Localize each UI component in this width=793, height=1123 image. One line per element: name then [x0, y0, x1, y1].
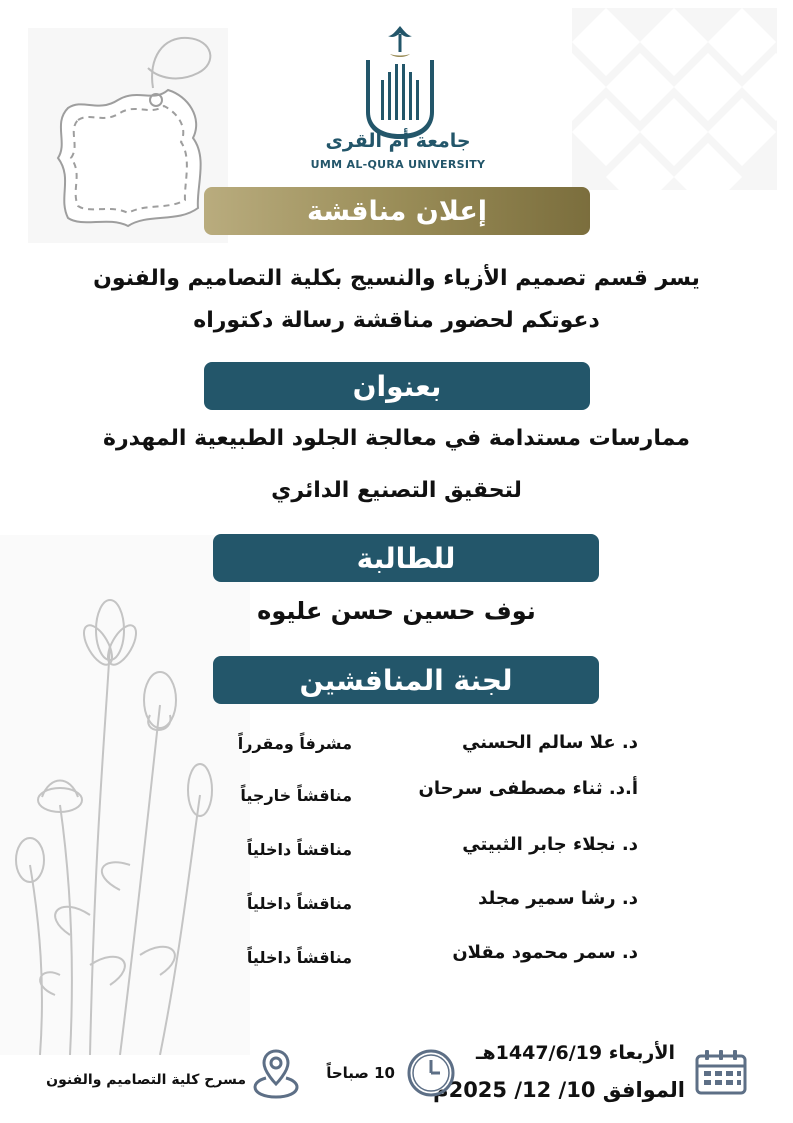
thesis-title-label-bar: [204, 362, 590, 410]
student-label-bar: [213, 534, 599, 582]
location-pin-icon: [252, 1048, 300, 1100]
committee-member-name: أ.د. ثناء مصطفى سرحان: [418, 778, 638, 799]
event-time: 10 صباحاً: [326, 1064, 395, 1082]
university-name-arabic: جامعة أم القرى: [325, 130, 471, 152]
announcement-title-bar: [204, 187, 590, 235]
committee-member-name: د. نجلاء جابر الثبيتي: [462, 834, 638, 855]
invitation-line-2: دعوتكم لحضور مناقشة رسالة دكتوراه: [193, 308, 600, 333]
event-location: مسرح كلية التصاميم والفنون: [46, 1072, 246, 1088]
calendar-icon: [694, 1048, 748, 1096]
announcement-title: إعلان مناقشة: [306, 195, 488, 227]
committee-label-bar: [213, 656, 599, 704]
committee-member-name: د. علا سالم الحسني: [462, 732, 638, 753]
thesis-title-line-2: لتحقيق التصنيع الدائري: [271, 478, 522, 503]
university-logo: [362, 20, 438, 140]
university-name-english: UMM AL-QURA UNIVERSITY: [310, 158, 486, 171]
committee-member-role: مناقشاً خارجياً: [240, 786, 352, 805]
committee-member-role: مناقشاً داخلياً: [246, 840, 352, 859]
committee-member-name: د. رشا سمير مجلد: [478, 888, 638, 909]
thesis-title-label: بعنوان: [352, 369, 442, 403]
student-label: للطالبة: [356, 541, 456, 575]
student-name: نوف حسين حسن عليوه: [257, 597, 536, 625]
date-hijri: الأربعاء 1447/6/19هـ: [475, 1042, 675, 1064]
committee-member-role: مناقشاً داخلياً: [246, 948, 352, 967]
lattice-pattern-decoration: [572, 8, 777, 190]
leather-tag-decoration: [28, 28, 228, 243]
committee-member-role: مناقشاً داخلياً: [246, 894, 352, 913]
date-gregorian: الموافق 10/ 12/ 2025م: [433, 1078, 685, 1102]
committee-label: لجنة المناقشين: [299, 663, 513, 697]
invitation-line-1: يسر قسم تصميم الأزياء والنسيج بكلية التصاميم والفنون: [93, 266, 700, 291]
clock-icon: [406, 1048, 456, 1098]
committee-member-name: د. سمر محمود مقلان: [452, 942, 638, 963]
committee-member-role: مشرفاً ومقرراً: [237, 734, 352, 753]
thesis-title-line-1: ممارسات مستدامة في معالجة الجلود الطبيعية المهدرة: [103, 426, 690, 451]
